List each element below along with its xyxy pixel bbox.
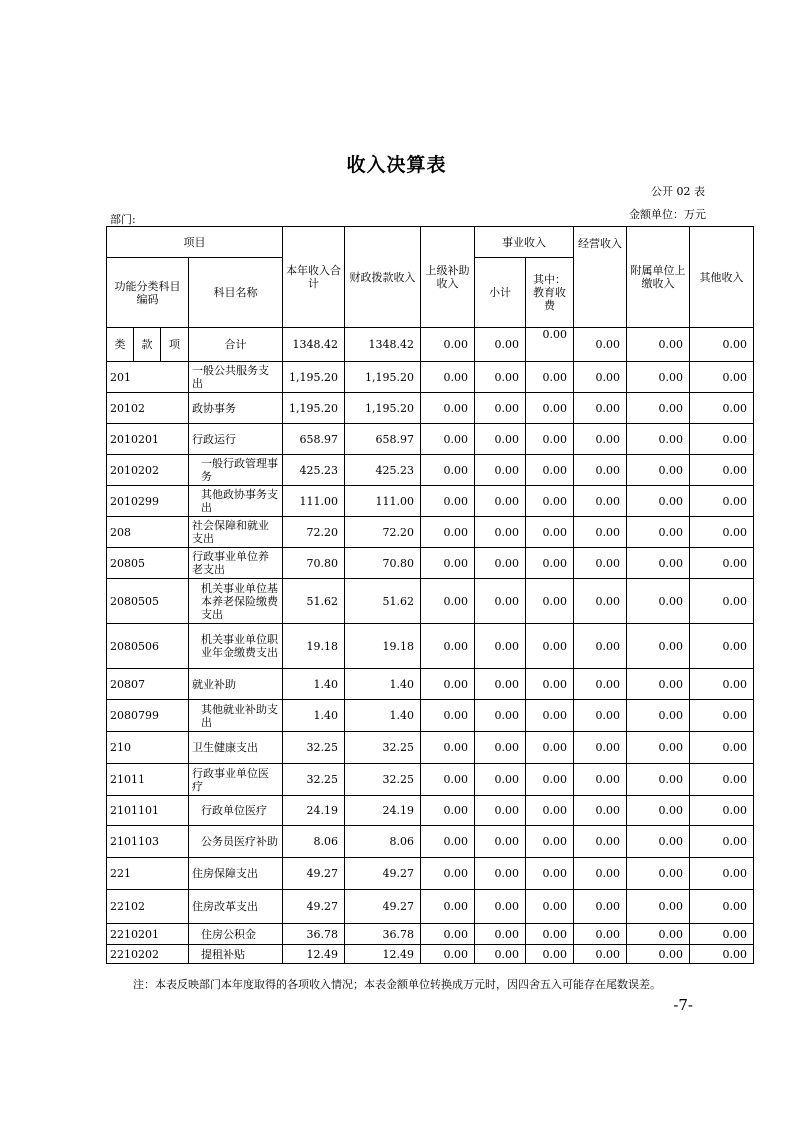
row-code: 221 [107, 858, 189, 890]
row-value: 0.00 [421, 924, 475, 945]
row-value: 0.00 [574, 424, 627, 455]
row-value: 0.00 [475, 945, 526, 964]
row-value: 0.00 [475, 826, 526, 858]
row-value: 0.00 [627, 517, 690, 548]
row-value: 0.00 [526, 486, 574, 517]
page-number: -7- [673, 996, 693, 1014]
row-code: 22102 [107, 890, 189, 924]
row-code: 20807 [107, 669, 189, 700]
row-value: 0.00 [627, 548, 690, 579]
row-value: 0.00 [690, 393, 754, 424]
total-value: 0.00 [574, 328, 627, 362]
total-value: 0.00 [627, 328, 690, 362]
table-row [107, 517, 754, 548]
table-row [107, 362, 754, 393]
table-row [107, 732, 754, 764]
row-value: 0.00 [526, 669, 574, 700]
footnote: 注：本表反映部门本年度取得的各项收入情况；本表金额单位转换成万元时，因四舍五入可能存在尾数误差。 [133, 978, 661, 991]
row-value: 1,195.20 [283, 393, 345, 424]
row-value: 0.00 [421, 424, 475, 455]
row-value: 51.62 [283, 579, 345, 624]
row-value: 70.80 [345, 548, 421, 579]
row-value: 0.00 [526, 858, 574, 890]
row-code: 208 [107, 517, 189, 548]
row-value: 32.25 [345, 732, 421, 764]
row-value: 0.00 [690, 517, 754, 548]
row-value: 0.00 [526, 455, 574, 486]
header-upper: 上级补助收入 [421, 227, 475, 328]
total-value: 1348.42 [345, 328, 421, 362]
row-value: 0.00 [690, 796, 754, 826]
row-name: 公务员医疗补助 [189, 826, 283, 858]
row-value: 0.00 [627, 486, 690, 517]
row-name: 政协事务 [189, 393, 283, 424]
row-value: 1.40 [345, 700, 421, 732]
row-value: 0.00 [690, 764, 754, 796]
row-value: 0.00 [690, 362, 754, 393]
row-value: 0.00 [627, 924, 690, 945]
row-value: 0.00 [475, 486, 526, 517]
row-value: 0.00 [690, 624, 754, 669]
row-value: 0.00 [574, 700, 627, 732]
row-value: 0.00 [690, 732, 754, 764]
header-kuan: 款 [134, 328, 161, 362]
row-value: 0.00 [574, 455, 627, 486]
row-value: 0.00 [421, 455, 475, 486]
row-value: 0.00 [421, 393, 475, 424]
row-value: 0.00 [526, 826, 574, 858]
total-value: 0.00 [526, 328, 574, 362]
row-value: 0.00 [690, 890, 754, 924]
row-value: 1,195.20 [345, 393, 421, 424]
row-value: 0.00 [574, 393, 627, 424]
row-value: 0.00 [421, 624, 475, 669]
table-row [107, 796, 754, 826]
row-code: 2080505 [107, 579, 189, 624]
row-value: 0.00 [627, 579, 690, 624]
row-name: 行政事业单位养老支出 [189, 548, 283, 579]
table-row [107, 700, 754, 732]
row-value: 0.00 [475, 579, 526, 624]
row-code: 201 [107, 362, 189, 393]
row-value: 8.06 [283, 826, 345, 858]
row-value: 0.00 [526, 732, 574, 764]
header-other: 其他收入 [690, 227, 754, 328]
total-label: 合计 [189, 328, 283, 362]
row-value: 0.00 [475, 669, 526, 700]
row-value: 0.00 [690, 486, 754, 517]
row-value: 0.00 [690, 548, 754, 579]
row-value: 0.00 [574, 858, 627, 890]
header-edu: 其中：教育收费 [526, 258, 574, 328]
row-value: 0.00 [421, 669, 475, 700]
row-value: 49.27 [283, 858, 345, 890]
table-row [107, 669, 754, 700]
department-label: 部门: [110, 213, 136, 226]
row-value: 0.00 [574, 486, 627, 517]
row-value: 72.20 [345, 517, 421, 548]
row-value: 0.00 [421, 486, 475, 517]
row-value: 0.00 [627, 424, 690, 455]
row-value: 1.40 [345, 669, 421, 700]
row-value: 0.00 [627, 669, 690, 700]
table-row [107, 424, 754, 455]
row-value: 19.18 [283, 624, 345, 669]
row-name: 社会保障和就业支出 [189, 517, 283, 548]
row-value: 0.00 [475, 764, 526, 796]
total-value: 0.00 [421, 328, 475, 362]
row-value: 49.27 [283, 890, 345, 924]
row-name: 住房公积金 [189, 924, 283, 945]
row-value: 0.00 [627, 945, 690, 964]
row-value: 0.00 [475, 362, 526, 393]
row-value: 0.00 [475, 924, 526, 945]
row-value: 0.00 [690, 826, 754, 858]
row-value: 0.00 [421, 826, 475, 858]
row-value: 0.00 [475, 393, 526, 424]
row-value: 0.00 [574, 764, 627, 796]
row-value: 1,195.20 [345, 362, 421, 393]
table-row [107, 455, 754, 486]
row-value: 0.00 [627, 455, 690, 486]
row-name: 行政事业单位医疗 [189, 764, 283, 796]
row-value: 24.19 [345, 796, 421, 826]
row-value: 0.00 [690, 924, 754, 945]
row-code: 2101101 [107, 796, 189, 826]
row-value: 1.40 [283, 669, 345, 700]
header-affiliated: 附属单位上缴收入 [627, 227, 690, 328]
row-name: 一般公共服务支出 [189, 362, 283, 393]
row-name: 住房保障支出 [189, 858, 283, 890]
row-value: 32.25 [283, 732, 345, 764]
row-value: 0.00 [421, 890, 475, 924]
row-value: 12.49 [345, 945, 421, 964]
row-code: 2080506 [107, 624, 189, 669]
row-value: 0.00 [627, 624, 690, 669]
row-value: 0.00 [421, 858, 475, 890]
row-name: 提租补贴 [189, 945, 283, 964]
row-value: 0.00 [627, 796, 690, 826]
row-value: 24.19 [283, 796, 345, 826]
row-value: 0.00 [574, 945, 627, 964]
table-row [107, 890, 754, 924]
row-value: 70.80 [283, 548, 345, 579]
row-code: 21011 [107, 764, 189, 796]
row-value: 0.00 [526, 624, 574, 669]
row-code: 20102 [107, 393, 189, 424]
unit-label: 金额单位：万元 [629, 208, 706, 221]
row-value: 0.00 [690, 669, 754, 700]
row-value: 0.00 [526, 548, 574, 579]
row-value: 0.00 [421, 579, 475, 624]
row-code: 210 [107, 732, 189, 764]
row-value: 658.97 [283, 424, 345, 455]
row-value: 0.00 [475, 700, 526, 732]
row-value: 0.00 [526, 945, 574, 964]
row-value: 0.00 [421, 796, 475, 826]
row-value: 0.00 [627, 858, 690, 890]
row-name: 住房改革支出 [189, 890, 283, 924]
row-value: 658.97 [345, 424, 421, 455]
row-value: 0.00 [574, 669, 627, 700]
total-value: 1348.42 [283, 328, 345, 362]
row-value: 49.27 [345, 890, 421, 924]
header-operating: 经营收入 [574, 227, 627, 328]
table-row [107, 393, 754, 424]
row-name: 卫生健康支出 [189, 732, 283, 764]
header-project: 项目 [107, 227, 283, 258]
row-name: 其他政协事务支出 [189, 486, 283, 517]
row-value: 0.00 [475, 890, 526, 924]
row-value: 36.78 [345, 924, 421, 945]
row-name: 其他就业补助支出 [189, 700, 283, 732]
row-value: 0.00 [526, 517, 574, 548]
row-code: 2010202 [107, 455, 189, 486]
row-value: 0.00 [627, 732, 690, 764]
table-row [107, 486, 754, 517]
row-value: 0.00 [526, 579, 574, 624]
row-code: 20805 [107, 548, 189, 579]
row-code: 2080799 [107, 700, 189, 732]
row-value: 0.00 [574, 924, 627, 945]
header-business: 事业收入 [475, 227, 574, 258]
table-row [107, 764, 754, 796]
row-value: 0.00 [574, 579, 627, 624]
row-value: 0.00 [421, 945, 475, 964]
table-row [107, 924, 754, 945]
row-value: 0.00 [526, 890, 574, 924]
header-subtotal: 小计 [475, 258, 526, 328]
row-value: 0.00 [627, 890, 690, 924]
row-value: 0.00 [475, 548, 526, 579]
row-value: 0.00 [627, 826, 690, 858]
row-value: 425.23 [345, 455, 421, 486]
table-code: 公开 02 表 [651, 185, 705, 198]
row-value: 36.78 [283, 924, 345, 945]
row-value: 0.00 [421, 764, 475, 796]
row-value: 0.00 [475, 858, 526, 890]
row-value: 0.00 [526, 362, 574, 393]
row-value: 0.00 [574, 796, 627, 826]
row-value: 0.00 [690, 700, 754, 732]
table-row [107, 826, 754, 858]
row-value: 0.00 [475, 424, 526, 455]
row-code: 2210202 [107, 945, 189, 964]
row-value: 1.40 [283, 700, 345, 732]
total-value: 0.00 [690, 328, 754, 362]
table-row [107, 624, 754, 669]
row-value: 111.00 [283, 486, 345, 517]
row-value: 0.00 [574, 362, 627, 393]
row-value: 0.00 [526, 424, 574, 455]
header-xiang: 项 [161, 328, 189, 362]
row-value: 0.00 [574, 517, 627, 548]
row-value: 0.00 [526, 700, 574, 732]
row-name: 行政单位医疗 [189, 796, 283, 826]
row-value: 8.06 [345, 826, 421, 858]
row-value: 0.00 [690, 945, 754, 964]
row-value: 0.00 [574, 624, 627, 669]
row-value: 0.00 [574, 890, 627, 924]
row-value: 0.00 [627, 393, 690, 424]
row-value: 0.00 [475, 517, 526, 548]
header-func-code: 功能分类科目编码 [107, 258, 189, 328]
income-table [106, 226, 754, 964]
row-name: 就业补助 [189, 669, 283, 700]
header-lei: 类 [107, 328, 134, 362]
header-subject-name: 科目名称 [189, 258, 283, 328]
row-value: 19.18 [345, 624, 421, 669]
row-name: 行政运行 [189, 424, 283, 455]
row-value: 1,195.20 [283, 362, 345, 393]
row-value: 0.00 [690, 455, 754, 486]
row-value: 0.00 [475, 732, 526, 764]
row-name: 机关事业单位基本养老保险缴费支出 [189, 579, 283, 624]
row-value: 0.00 [627, 362, 690, 393]
row-value: 0.00 [421, 700, 475, 732]
header-total: 本年收入合计 [283, 227, 345, 328]
row-value: 111.00 [345, 486, 421, 517]
header-fiscal: 财政拨款收入 [345, 227, 421, 328]
row-value: 32.25 [345, 764, 421, 796]
row-value: 0.00 [627, 764, 690, 796]
row-value: 0.00 [475, 796, 526, 826]
total-value: 0.00 [475, 328, 526, 362]
row-value: 0.00 [421, 732, 475, 764]
row-value: 72.20 [283, 517, 345, 548]
page-title: 收入决算表 [346, 154, 447, 176]
row-value: 0.00 [690, 424, 754, 455]
row-value: 0.00 [526, 924, 574, 945]
row-value: 0.00 [574, 548, 627, 579]
table-row [107, 945, 754, 964]
row-value: 0.00 [475, 455, 526, 486]
row-value: 0.00 [421, 362, 475, 393]
row-value: 0.00 [526, 796, 574, 826]
row-value: 49.27 [345, 858, 421, 890]
row-value: 0.00 [690, 858, 754, 890]
table-row [107, 858, 754, 890]
row-code: 2210201 [107, 924, 189, 945]
row-value: 32.25 [283, 764, 345, 796]
row-code: 2010299 [107, 486, 189, 517]
row-value: 0.00 [475, 624, 526, 669]
row-value: 0.00 [574, 732, 627, 764]
row-value: 0.00 [574, 826, 627, 858]
row-code: 2010201 [107, 424, 189, 455]
row-value: 51.62 [345, 579, 421, 624]
row-name: 一般行政管理事务 [189, 455, 283, 486]
table-row [107, 579, 754, 624]
row-value: 12.49 [283, 945, 345, 964]
row-code: 2101103 [107, 826, 189, 858]
row-value: 425.23 [283, 455, 345, 486]
table-row [107, 548, 754, 579]
row-value: 0.00 [690, 579, 754, 624]
row-value: 0.00 [421, 517, 475, 548]
row-name: 机关事业单位职业年金缴费支出 [189, 624, 283, 669]
row-value: 0.00 [627, 700, 690, 732]
row-value: 0.00 [421, 548, 475, 579]
row-value: 0.00 [526, 393, 574, 424]
row-value: 0.00 [526, 764, 574, 796]
